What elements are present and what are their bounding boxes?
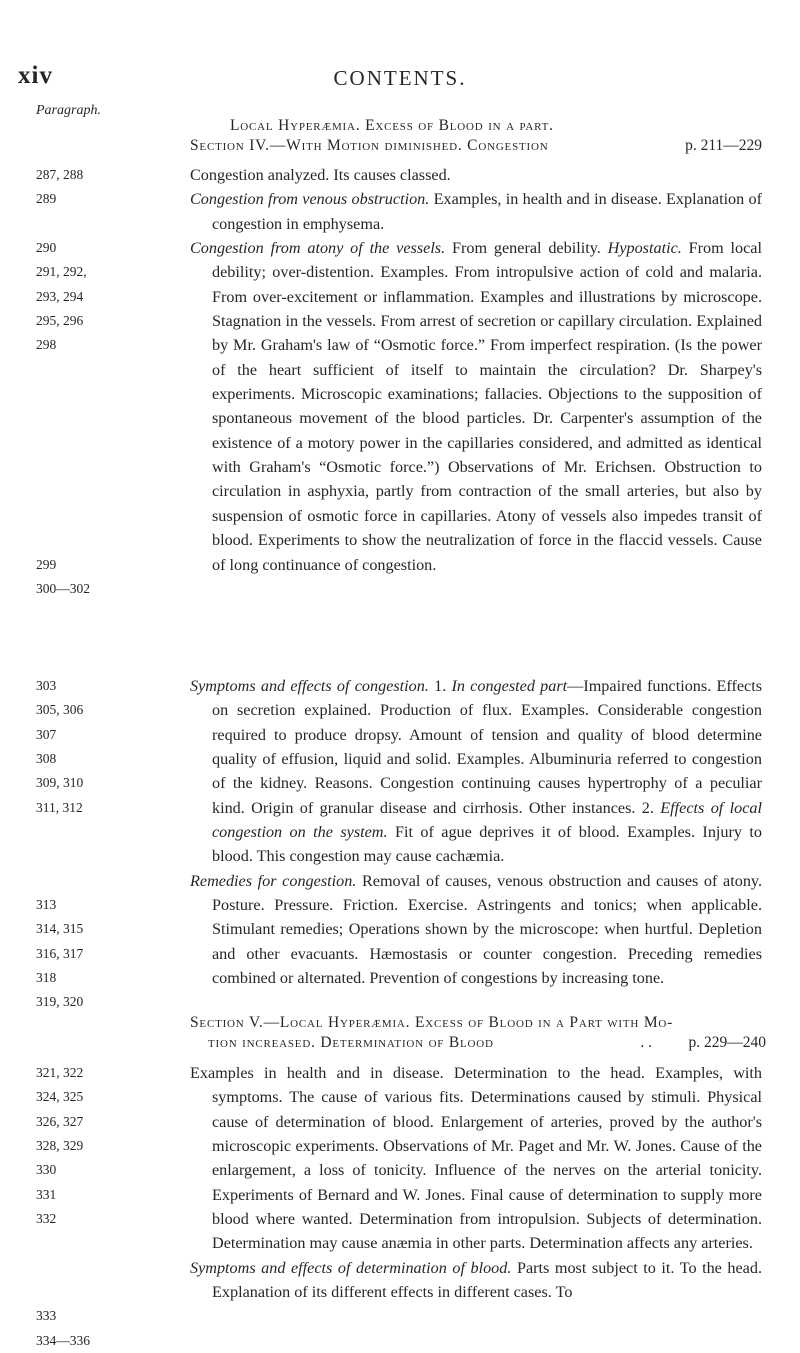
contents-block-3 [190,1061,762,1304]
section-5-pages: p. 229—240 [688,1034,766,1051]
contents-block-1 [190,163,762,577]
entry-remedies-congestion: Remedies for congestion. Removal of causes, venous obstruction and causes of atony. Posture. Pressure. Friction. Exercise. Astringents and tonics; when applicable. Stimulant remedies; Operations shown by the microscope: when hurtful. Depletion and other evacuants. Hæmostasis or counter congestion. Preceding remedies combined or alternated. Prevention of congestions by increasing tone. [190,871,763,988]
entry-atony: Congestion from atony of the vessels. From general debility. Hypostatic. From local debility; over-distention. Examples. From intropulsive action of cold and malaria. From over-excitement or inflammation. Examples and illustrations by microscope. Stagnation in the vessels. From arrest of secretion or capillary circulation. Explained by Mr. Graham's law of “Osmotic force.” From imperfect respiration. (Is the power of the heart sufficient of itself to maintain the circulation? Dr. Sharpey's experiments. Microscopic examinations; fallacies. Objections to the supposition of spontaneous movement of the blood particles. Dr. Carpenter's assumption of the existence of a motory power in the capillaries considered, and admitted as identical with Graham's “Osmotic force.”) Observations of Mr. Erichsen. Obstruction to circulation in asphyxia, partly from contraction of the small arteries, but also by suspension of osmotic force in capillaries. Atony of vessels also impedes transit of blood. Experiments to show the neutralization of force in the flaccid vessels. Cause of long continuance of congestion. [190,239,762,574]
entry-congestion: Congestion analyzed. Its causes classed. [190,166,451,184]
section-4-line1: Local Hyperæmia. Excess of Blood in a part. [230,117,554,134]
entry-venous-obstruction: Congestion from venous obstruction. Examples, in health and in disease. Explanation of congestion in emphysema. [190,190,763,233]
section-5-heading [190,1013,764,1053]
entry-symptoms-determination: Symptoms and effects of determination of blood. Parts most subject to it. To the head. Explanation of its different effects in different cases. To [190,1258,762,1302]
page-title: CONTENTS. [333,66,467,90]
paragraph-refs-1: 287, 288 289 290 291, 292, 293, 294 295, 296 298 299 300—302 [36,167,90,596]
section-5-line1: Section V.—Local Hyperæmia. Excess of Blood in a Part with Mo- [190,1014,674,1031]
section-5-line2: tion increased. Determination of Blood [208,1034,494,1051]
section-5-line2-row [190,1033,764,1053]
paragraph-label: Paragraph. [36,103,101,118]
section-4-pages: p. 211—229 [685,137,762,154]
entry-symptoms-congestion: Symptoms and effects of congestion. 1. In congested part—Impaired functions. Effects on secretion explained. Production of flux. Examples. Considerable congestion required to produce dropsy. Amount of tension and quality of blood determine quality of effusion, liquid and solid. Examples. Albuminuria referred to congestion of the kidney. Reasons. Congestion continuing causes hypertrophy of a peculiar kind. Origin of granular disease and cirrhosis. Other instances. 2. Effects of local congestion on the system. Fit of ague deprives it of blood. Examples. Injury to blood. This congestion may cause cachæmia. [190,677,763,866]
contents-block-2 [190,674,762,990]
section-4-line2: Section IV.—With Motion diminished. Congestion [190,137,549,154]
section-5-dots: . . [640,1034,652,1051]
entry-determination: Examples in health and in disease. Determination to the head. Examples, with symptoms. The cause of various fits. Determinations caused by stimuli. Physical cause of determination of blood. Enlargement of arteries, proved by the author's microscopic experiments. Observations of Mr. Paget and Mr. W. Jones. Cause of the enlargement, a loss of tonicity. Influence of the nerves on the arterial tonicity. Experiments of Bernard and W. Jones. Final cause of determination to supply more blood where wanted. Determination from intropulsion. Subjects of determination. Determination may cause anæmia in other parts. Determination affects any arteries. [190,1064,762,1253]
page-number: xiv [18,62,53,89]
section-4-heading [190,116,760,156]
section-4-line2-row [190,136,760,156]
paragraph-refs-2: 303 305, 306 307 308 309, 310 311, 312 313 314, 315 316, 317 318 319, 320 [36,678,84,1010]
paragraph-refs-3: 321, 322 324, 325 326, 327 328, 329 330 331 332 333 334—336 [36,1065,90,1348]
